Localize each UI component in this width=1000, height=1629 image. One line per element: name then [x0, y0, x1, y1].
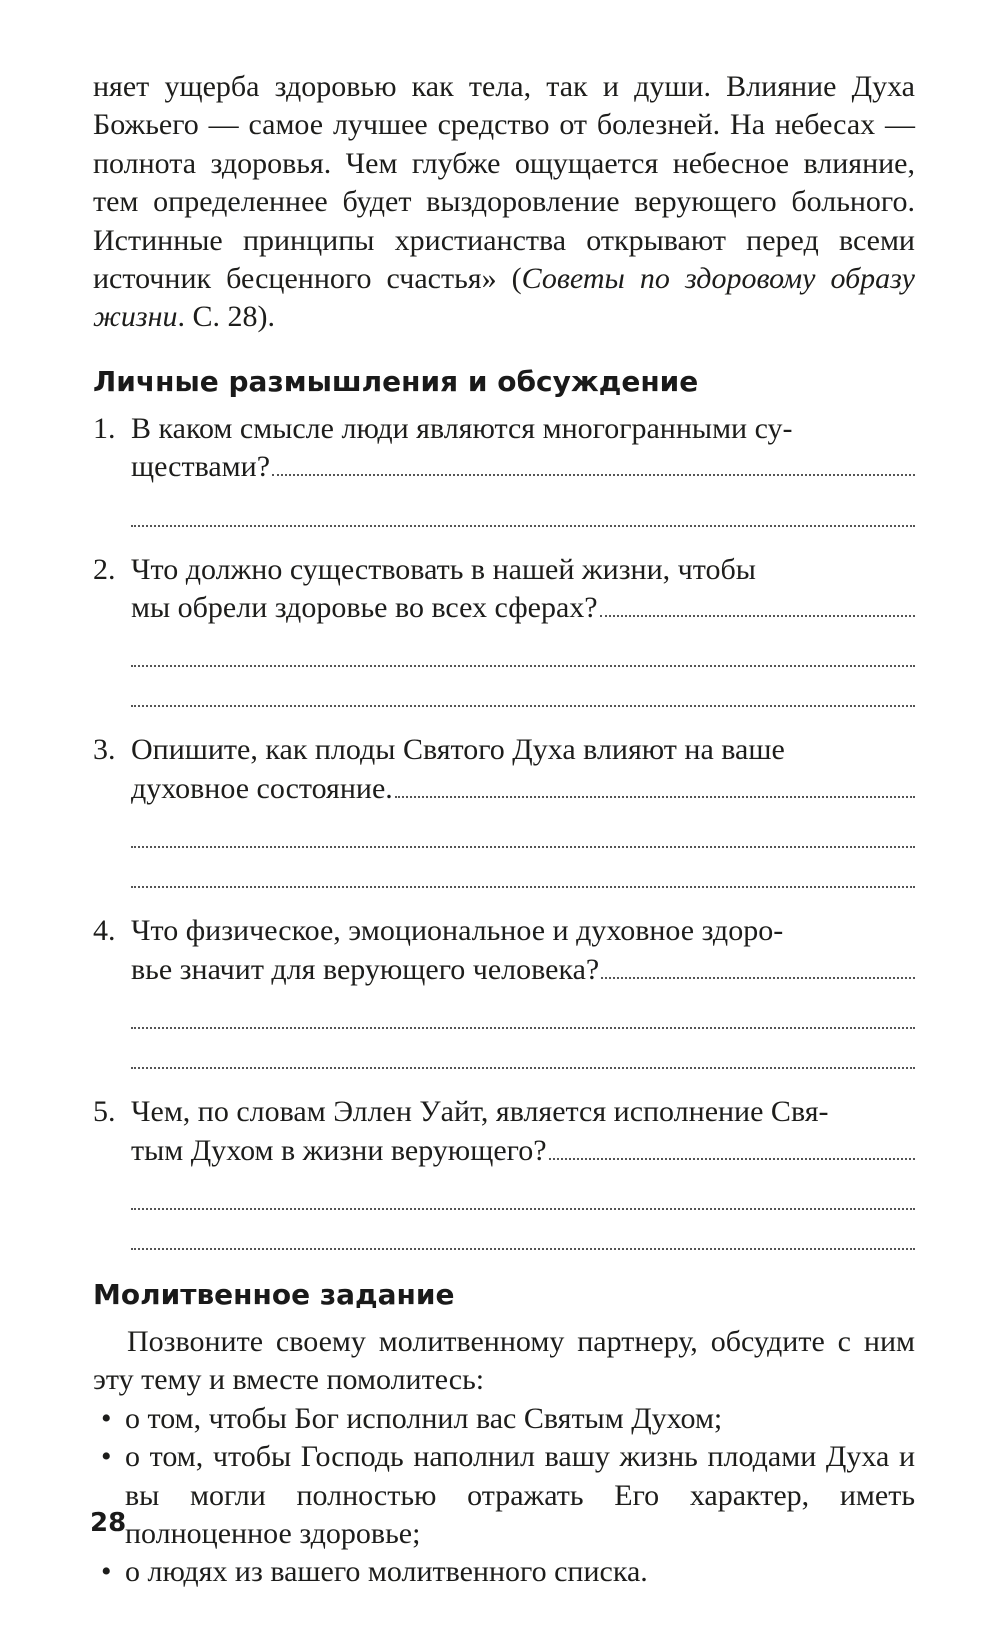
prayer-list — [93, 1400, 915, 1592]
answer-line[interactable] — [131, 627, 915, 667]
question-last-line — [131, 951, 915, 989]
bullet-icon: • — [101, 1440, 112, 1474]
answer-line[interactable] — [131, 487, 915, 527]
prayer-item — [93, 1438, 915, 1553]
source-ref: . С. 28). — [177, 300, 275, 334]
question-text-end: вье значит для верующего человека? — [131, 952, 600, 986]
question-number: 1. — [93, 411, 116, 445]
answer-line[interactable] — [131, 989, 915, 1029]
question-number: 4. — [93, 914, 116, 948]
prayer-item-text: о том, чтобы Господь наполнил вашу жизнь плодами Духа и вы могли полностью отражать Его характер, иметь полноценное здоровье; — [125, 1440, 915, 1550]
question-5 — [93, 1093, 915, 1250]
question-4 — [93, 912, 915, 1069]
answer-line[interactable] — [131, 848, 915, 888]
question-text-end: мы обрели здоровье во всех сферах? — [131, 591, 598, 625]
prayer-item-text: о том, чтобы Бог исполнил вас Святым Духом; — [125, 1401, 723, 1435]
question-last-line — [131, 448, 915, 486]
answer-line[interactable] — [131, 808, 915, 848]
prayer-item — [93, 1400, 915, 1438]
question-last-line — [131, 1132, 915, 1170]
discussion-heading: Личные размышления и обсуждение — [93, 364, 699, 398]
question-text-line: Что должно существовать в нашей жизни, чтобы — [131, 552, 756, 586]
intro-paragraph — [93, 68, 915, 337]
bullet-icon: • — [101, 1401, 112, 1435]
prayer-item — [93, 1553, 915, 1591]
answer-line[interactable] — [601, 951, 915, 979]
answer-line[interactable] — [600, 589, 915, 617]
page-content — [93, 68, 915, 1592]
prayer-intro: Позвоните своему молитвенному партнеру, обсудите с ним эту тему и вместе помолитесь: — [93, 1324, 915, 1397]
answer-line[interactable] — [131, 1029, 915, 1069]
question-text-end: духовное состояние. — [131, 771, 393, 805]
question-number: 5. — [93, 1095, 116, 1129]
answer-line[interactable] — [395, 770, 915, 798]
prayer-item-text: о людях из вашего молитвенного списка. — [125, 1555, 648, 1589]
question-text-line: Что физическое, эмоциональное и духовное здоро- — [131, 914, 784, 948]
page-number: 28 — [90, 1508, 127, 1538]
answer-line[interactable] — [131, 1170, 915, 1210]
bullet-icon: • — [101, 1555, 112, 1589]
intro-text: няет ущерба здоровью как тела, так и души. Влияние Духа Божьего — самое лучшее средство от болезней. На небесах — полнота здоровья. Чем глубже ощущается небесное влияние, тем определеннее будет выздоровление верующего больного. Истинные принципы христианства открывают перед всеми источник бесценного счастья» ( — [93, 70, 915, 296]
question-text-end: ществами? — [131, 450, 271, 484]
question-text-end: тым Духом в жизни верующего? — [131, 1133, 547, 1167]
source-title: Советы по здоровому образу жизни — [93, 262, 915, 334]
answer-line[interactable] — [131, 667, 915, 707]
question-list — [93, 410, 915, 1250]
question-text-line: Опишите, как плоды Святого Духа влияют на ваше — [131, 733, 785, 767]
question-1 — [93, 410, 915, 527]
answer-line[interactable] — [272, 448, 915, 476]
question-3 — [93, 731, 915, 888]
question-number: 3. — [93, 733, 116, 767]
question-number: 2. — [93, 552, 116, 586]
answer-line[interactable] — [131, 1210, 915, 1250]
answer-line[interactable] — [549, 1132, 915, 1160]
question-last-line — [131, 589, 915, 627]
question-2 — [93, 551, 915, 708]
question-text-line: Чем, по словам Эллен Уайт, является исполнение Свя- — [131, 1095, 829, 1129]
question-last-line — [131, 770, 915, 808]
question-text-line: В каком смысле люди являются многогранными су- — [131, 411, 793, 445]
prayer-heading: Молитвенное задание — [93, 1277, 455, 1311]
